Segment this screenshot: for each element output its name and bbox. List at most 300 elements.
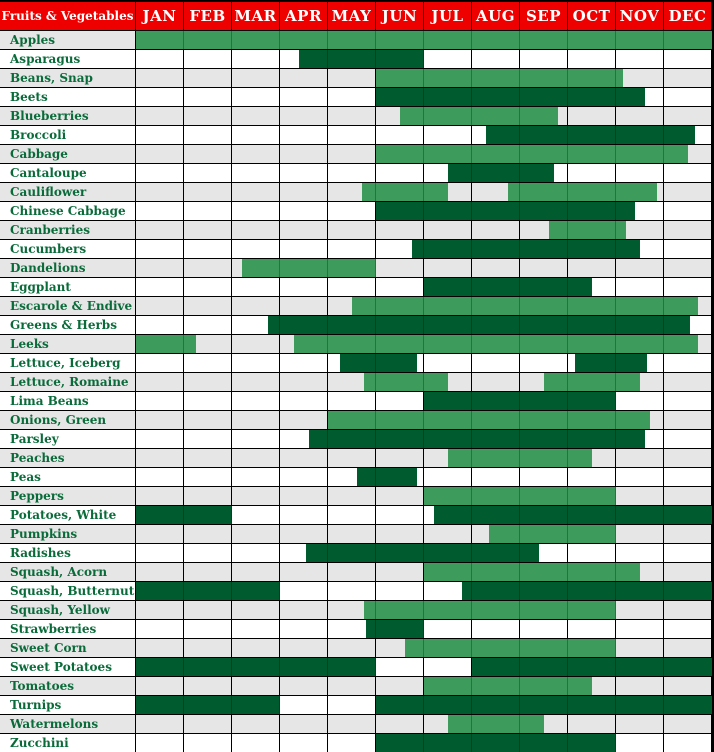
grid-cell: [280, 601, 327, 619]
month-divider: [471, 487, 472, 505]
grid-cell: [184, 50, 231, 68]
month-divider: [615, 240, 616, 258]
grid-cell: [664, 240, 711, 258]
grid-cell: [328, 202, 375, 220]
grid-cell: [280, 240, 327, 258]
month-divider: [423, 297, 424, 315]
month-divider: [519, 335, 520, 353]
grid-cell: [136, 601, 183, 619]
season-bar-peak: [376, 88, 645, 106]
grid-cell: [616, 715, 663, 733]
row-label: Sweet Potatoes: [0, 658, 135, 676]
season-bar-in-season: [549, 221, 626, 239]
grid-cell: [280, 525, 327, 543]
month-divider: [471, 240, 472, 258]
season-bar-peak: [424, 278, 592, 296]
row-label: Dandelions: [0, 259, 135, 277]
row-label: Strawberries: [0, 620, 135, 638]
row-label: Cucumbers: [0, 240, 135, 258]
month-divider: [423, 335, 424, 353]
month-divider: [423, 411, 424, 429]
month-divider: [567, 392, 568, 410]
grid-cell: [376, 259, 423, 277]
month-divider: [567, 430, 568, 448]
grid-cell: [280, 278, 327, 296]
grid-cell: [664, 392, 711, 410]
grid-cell: [232, 240, 279, 258]
grid-cell: [232, 373, 279, 391]
month-divider: [567, 582, 568, 600]
season-bar-peak: [357, 468, 417, 486]
grid-cell: [472, 373, 519, 391]
month-divider: [471, 335, 472, 353]
month-divider: [519, 69, 520, 87]
row-label: Beans, Snap: [0, 69, 135, 87]
row-label: Pumpkins: [0, 525, 135, 543]
month-divider: [375, 658, 376, 676]
month-divider: [519, 734, 520, 752]
grid-cell: [424, 354, 471, 372]
month-divider: [519, 297, 520, 315]
grid-cell: [184, 411, 231, 429]
grid-cell: [280, 164, 327, 182]
grid-cell: [136, 734, 183, 752]
grid-cell: [136, 392, 183, 410]
grid-cell: [184, 297, 231, 315]
month-divider: [519, 240, 520, 258]
month-divider: [567, 183, 568, 201]
grid-cell: [568, 164, 615, 182]
grid-cell: [616, 525, 663, 543]
row-label: Radishes: [0, 544, 135, 562]
row-label: Peaches: [0, 449, 135, 467]
month-divider: [471, 677, 472, 695]
chart-title: Fruits & Vegetables: [0, 2, 135, 30]
month-divider: [375, 50, 376, 68]
season-bar-peak: [376, 696, 712, 714]
month-divider: [567, 449, 568, 467]
season-bar-in-season: [508, 183, 657, 201]
month-divider: [471, 506, 472, 524]
season-bar-in-season: [448, 449, 592, 467]
grid-cell: [472, 259, 519, 277]
month-divider: [615, 145, 616, 163]
grid-cell: [616, 392, 663, 410]
month-divider: [615, 430, 616, 448]
grid-cell: [232, 183, 279, 201]
month-divider: [327, 316, 328, 334]
month-divider: [519, 525, 520, 543]
grid-cell: [328, 715, 375, 733]
grid-cell: [136, 430, 183, 448]
month-divider: [519, 563, 520, 581]
grid-cell: [616, 620, 663, 638]
grid-cell: [136, 278, 183, 296]
grid-cell: [184, 620, 231, 638]
month-divider: [567, 278, 568, 296]
month-divider: [327, 31, 328, 49]
grid-cell: [664, 734, 711, 752]
month-divider: [471, 734, 472, 752]
grid-cell: [184, 715, 231, 733]
grid-cell: [136, 88, 183, 106]
grid-cell: [184, 88, 231, 106]
grid-cell: [328, 278, 375, 296]
grid-cell: [232, 734, 279, 752]
month-divider: [519, 639, 520, 657]
row-label: Onions, Green: [0, 411, 135, 429]
grid-cell: [184, 392, 231, 410]
grid-cell: [376, 582, 423, 600]
grid-cell: [664, 677, 711, 695]
grid-cell: [328, 677, 375, 695]
month-header-apr: APR: [280, 2, 327, 30]
grid-cell: [184, 373, 231, 391]
grid-cell: [280, 297, 327, 315]
grid-cell: [184, 563, 231, 581]
month-divider: [471, 164, 472, 182]
month-divider: [423, 145, 424, 163]
season-bar-in-season: [362, 183, 448, 201]
grid-cell: [664, 525, 711, 543]
month-divider: [519, 696, 520, 714]
month-divider: [567, 145, 568, 163]
row-label: Broccoli: [0, 126, 135, 144]
month-divider: [327, 658, 328, 676]
grid-cell: [376, 506, 423, 524]
grid-cell: [184, 259, 231, 277]
grid-cell: [232, 677, 279, 695]
grid-cell: [328, 88, 375, 106]
month-divider: [279, 658, 280, 676]
grid-cell: [232, 430, 279, 448]
month-divider: [615, 696, 616, 714]
month-divider: [663, 31, 664, 49]
row-label: Parsley: [0, 430, 135, 448]
grid-cell: [280, 107, 327, 125]
month-divider: [519, 278, 520, 296]
grid-cell: [232, 69, 279, 87]
grid-cell: [328, 449, 375, 467]
month-divider: [663, 506, 664, 524]
season-bar-in-season: [400, 107, 558, 125]
month-divider: [327, 430, 328, 448]
month-divider: [327, 259, 328, 277]
season-bar-in-season: [294, 335, 698, 353]
grid-cell: [280, 373, 327, 391]
month-header-jul: JUL: [424, 2, 471, 30]
grid-cell: [664, 544, 711, 562]
grid-cell: [184, 639, 231, 657]
row-label: Turnips: [0, 696, 135, 714]
grid-cell: [424, 468, 471, 486]
grid-cell: [232, 126, 279, 144]
month-divider: [423, 69, 424, 87]
month-divider: [615, 335, 616, 353]
season-bar-in-season: [376, 69, 623, 87]
month-divider: [423, 430, 424, 448]
month-divider: [567, 506, 568, 524]
month-divider: [519, 316, 520, 334]
season-bar-in-season: [352, 297, 698, 315]
grid-cell: [136, 449, 183, 467]
grid-cell: [616, 50, 663, 68]
month-divider: [519, 430, 520, 448]
month-divider: [423, 316, 424, 334]
month-divider: [663, 658, 664, 676]
row-label: Cauliflower: [0, 183, 135, 201]
grid-cell: [280, 221, 327, 239]
month-header-jun: JUN: [376, 2, 423, 30]
row-label: Peas: [0, 468, 135, 486]
grid-cell: [568, 259, 615, 277]
season-bar-in-season: [544, 373, 640, 391]
grid-cell: [184, 601, 231, 619]
month-divider: [423, 183, 424, 201]
grid-cell: [232, 563, 279, 581]
month-divider: [423, 202, 424, 220]
grid-cell: [280, 468, 327, 486]
month-divider: [567, 677, 568, 695]
month-divider: [519, 31, 520, 49]
grid-cell: [616, 259, 663, 277]
grid-cell: [616, 677, 663, 695]
row-label: Asparagus: [0, 50, 135, 68]
grid-cell: [520, 259, 567, 277]
grid-cell: [232, 88, 279, 106]
grid-cell: [664, 639, 711, 657]
grid-cell: [568, 50, 615, 68]
month-divider: [423, 107, 424, 125]
month-header-mar: MAR: [232, 2, 279, 30]
month-divider: [375, 259, 376, 277]
month-divider: [471, 145, 472, 163]
month-divider: [567, 373, 568, 391]
grid-cell: [424, 50, 471, 68]
month-divider: [567, 658, 568, 676]
month-divider: [519, 582, 520, 600]
row-label: Greens & Herbs: [0, 316, 135, 334]
month-divider: [663, 145, 664, 163]
month-divider: [567, 316, 568, 334]
month-divider: [519, 677, 520, 695]
grid-cell: [280, 69, 327, 87]
grid-cell: [664, 487, 711, 505]
month-divider: [519, 164, 520, 182]
row-label: Leeks: [0, 335, 135, 353]
month-divider: [519, 392, 520, 410]
grid-cell: [136, 639, 183, 657]
season-bar-peak: [575, 354, 647, 372]
season-bar-in-season: [489, 525, 616, 543]
grid-cell: [568, 544, 615, 562]
grid-cell: [568, 468, 615, 486]
month-divider: [519, 107, 520, 125]
month-divider: [471, 696, 472, 714]
month-divider: [519, 145, 520, 163]
month-divider: [519, 487, 520, 505]
month-divider: [375, 468, 376, 486]
grid-cell: [616, 601, 663, 619]
season-bar-peak: [299, 50, 424, 68]
grid-cell: [616, 164, 663, 182]
grid-cell: [376, 658, 423, 676]
month-divider: [231, 696, 232, 714]
grid-cell: [472, 50, 519, 68]
grid-cell: [232, 145, 279, 163]
month-header-oct: OCT: [568, 2, 615, 30]
grid-cell: [664, 69, 711, 87]
grid-cell: [280, 582, 327, 600]
month-divider: [615, 354, 616, 372]
grid-cell: [280, 639, 327, 657]
grid-cell: [136, 183, 183, 201]
month-divider: [615, 221, 616, 239]
month-divider: [615, 658, 616, 676]
month-divider: [615, 734, 616, 752]
grid-cell: [232, 202, 279, 220]
month-divider: [471, 411, 472, 429]
month-divider: [375, 411, 376, 429]
row-label: Escarole & Endive: [0, 297, 135, 315]
month-divider: [663, 582, 664, 600]
grid-cell: [376, 449, 423, 467]
month-divider: [615, 506, 616, 524]
month-divider: [615, 126, 616, 144]
grid-cell: [136, 259, 183, 277]
grid-cell: [136, 677, 183, 695]
month-divider: [471, 316, 472, 334]
grid-cell: [232, 278, 279, 296]
grid-cell: [136, 525, 183, 543]
month-divider: [615, 316, 616, 334]
grid-cell: [568, 107, 615, 125]
month-divider: [567, 88, 568, 106]
grid-cell: [664, 601, 711, 619]
month-divider: [279, 31, 280, 49]
grid-cell: [328, 734, 375, 752]
month-divider: [231, 31, 232, 49]
grid-cell: [136, 487, 183, 505]
month-divider: [375, 31, 376, 49]
grid-cell: [232, 392, 279, 410]
month-divider: [567, 734, 568, 752]
row-label: Apples: [0, 31, 135, 49]
grid-cell: [328, 107, 375, 125]
month-header-feb: FEB: [184, 2, 231, 30]
grid-cell: [664, 50, 711, 68]
season-bar-peak: [136, 696, 280, 714]
season-bar-peak: [306, 544, 539, 562]
month-divider: [423, 240, 424, 258]
grid-cell: [328, 240, 375, 258]
grid-cell: [424, 620, 471, 638]
grid-cell: [280, 411, 327, 429]
month-divider: [423, 373, 424, 391]
grid-cell: [664, 278, 711, 296]
grid-cell: [280, 202, 327, 220]
grid-cell: [136, 145, 183, 163]
month-divider: [519, 506, 520, 524]
grid-cell: [184, 69, 231, 87]
grid-cell: [184, 107, 231, 125]
month-divider: [567, 126, 568, 144]
season-bar-peak: [340, 354, 417, 372]
row-label: Peppers: [0, 487, 135, 505]
month-divider: [231, 582, 232, 600]
grid-cell: [280, 715, 327, 733]
grid-cell: [280, 392, 327, 410]
month-divider: [423, 734, 424, 752]
grid-cell: [616, 69, 663, 87]
grid-cell: [184, 145, 231, 163]
season-bar-peak: [462, 582, 712, 600]
grid-cell: [136, 69, 183, 87]
month-divider: [471, 544, 472, 562]
month-divider: [615, 487, 616, 505]
grid-cell: [376, 563, 423, 581]
grid-cell: [664, 715, 711, 733]
grid-cell: [280, 506, 327, 524]
grid-cell: [232, 487, 279, 505]
grid-cell: [520, 620, 567, 638]
grid-cell: [232, 601, 279, 619]
grid-cell: [136, 126, 183, 144]
grid-cell: [280, 145, 327, 163]
grid-cell: [328, 696, 375, 714]
row-label: Squash, Acorn: [0, 563, 135, 581]
month-divider: [615, 373, 616, 391]
row-label: Lettuce, Iceberg: [0, 354, 135, 372]
grid-cell: [424, 658, 471, 676]
grid-cell: [664, 430, 711, 448]
month-divider: [567, 221, 568, 239]
row-label: Cranberries: [0, 221, 135, 239]
month-divider: [615, 183, 616, 201]
grid-cell: [136, 411, 183, 429]
month-divider: [567, 487, 568, 505]
grid-cell: [616, 107, 663, 125]
month-divider: [615, 297, 616, 315]
grid-cell: [520, 468, 567, 486]
month-divider: [231, 658, 232, 676]
month-divider: [423, 88, 424, 106]
grid-cell: [232, 525, 279, 543]
month-divider: [615, 639, 616, 657]
month-divider: [567, 31, 568, 49]
month-header-may: MAY: [328, 2, 375, 30]
season-bar-peak: [366, 620, 424, 638]
month-divider: [375, 544, 376, 562]
grid-cell: [616, 639, 663, 657]
row-label: Cabbage: [0, 145, 135, 163]
season-bar-peak: [434, 506, 712, 524]
grid-cell: [184, 544, 231, 562]
grid-cell: [328, 69, 375, 87]
month-divider: [615, 601, 616, 619]
month-divider: [567, 240, 568, 258]
grid-cell: [280, 563, 327, 581]
grid-cell: [184, 487, 231, 505]
grid-cell: [568, 620, 615, 638]
month-divider: [567, 411, 568, 429]
month-divider: [663, 297, 664, 315]
row-label: Zucchini: [0, 734, 135, 752]
grid-cell: [280, 354, 327, 372]
grid-cell: [184, 316, 231, 334]
month-divider: [615, 69, 616, 87]
season-bar-peak: [424, 392, 616, 410]
